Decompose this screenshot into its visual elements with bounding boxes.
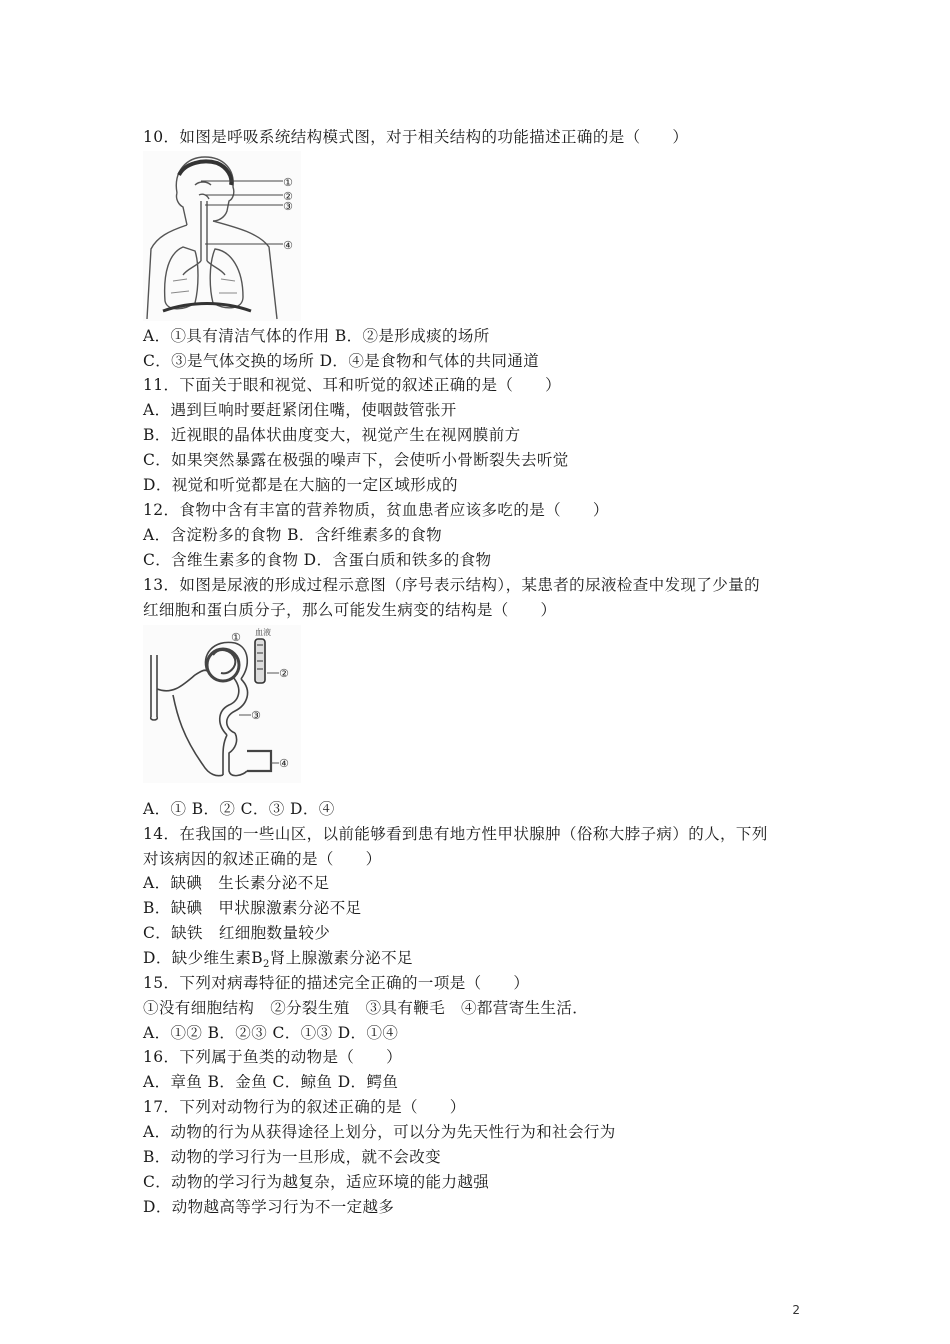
q11-option-b: B．近视眼的晶体状曲度变大，视觉产生在视网膜前方 [143, 426, 521, 444]
page-number: 2 [792, 1303, 800, 1317]
q17-stem: 17．下列对动物行为的叙述正确的是（ ） [143, 1098, 466, 1116]
q15-stem: 15．下列对病毒特征的描述完全正确的一项是（ ） [143, 974, 530, 992]
q13-options: A．① B．② C．③ D．④ [143, 800, 335, 818]
q14-option-d-prefix: D．缺少维生素B [143, 949, 264, 967]
q14-option-d-subscript: 2 [263, 959, 270, 971]
q10-label-3: ③ [283, 200, 293, 213]
q15-options: A．①② B．②③ C．①③ D．①④ [143, 1024, 399, 1042]
q14-option-c: C．缺铁 红细胞数量较少 [143, 924, 331, 942]
q10-options-cd: C．③是气体交换的场所 D．④是食物和气体的共同通道 [143, 352, 540, 370]
q13-stem-line-1: 13．如图是尿液的形成过程示意图（序号表示结构），某患者的尿液检查中发现了少量的 [143, 576, 760, 594]
q14-option-d-suffix: 肾上腺激素分泌不足 [269, 949, 413, 967]
q11-option-d: D．视觉和听觉都是在大脑的一定区域形成的 [143, 476, 458, 494]
q11-option-a: A．遇到巨响时要赶紧闭住嘴，使咽鼓管张开 [143, 401, 457, 419]
q13-stem-line-2: 红细胞和蛋白质分子，那么可能发生病变的结构是（ ） [143, 601, 557, 619]
q12-options-cd: C．含维生素多的食物 D．含蛋白质和铁多的食物 [143, 551, 492, 569]
q13-label-1: ① [231, 631, 241, 644]
q17-option-d: D．动物越高等学习行为不一定越多 [143, 1198, 395, 1216]
q14-stem-line-2: 对该病因的叙述正确的是（ ） [143, 850, 382, 868]
q16-options: A．章鱼 B．金鱼 C．鲸鱼 D．鳄鱼 [143, 1073, 399, 1091]
q14-stem-line-1: 14．在我国的一些山区，以前能够看到患有地方性甲状腺肿（俗称大脖子病）的人，下列 [143, 825, 768, 843]
q15-items: ①没有细胞结构 ②分裂生殖 ③具有鞭毛 ④都营寄生生活． [143, 999, 589, 1017]
q17-option-b: B．动物的学习行为一旦形成，就不会改变 [143, 1148, 441, 1166]
q13-label-3: ③ [251, 709, 261, 722]
q10-options-ab: A．①具有清洁气体的作用 B．②是形成痰的场所 [143, 327, 490, 345]
q12-stem: 12．食物中含有丰富的营养物质，贫血患者应该多吃的是（ ） [143, 501, 609, 519]
q17-option-a: A．动物的行为从获得途径上划分，可以分为先天性行为和社会行为 [143, 1123, 616, 1141]
q12-options-ab: A．含淀粉多的食物 B．含纤维素多的食物 [143, 526, 443, 544]
q14-option-b: B．缺碘 甲状腺激素分泌不足 [143, 899, 362, 917]
nephron-figure [143, 625, 301, 783]
q13-label-2: ② [279, 667, 289, 680]
q10-label-2: ② [283, 190, 293, 203]
q16-stem: 16．下列属于鱼类的动物是（ ） [143, 1048, 403, 1066]
q17-option-c: C．动物的学习行为越复杂，适应环境的能力越强 [143, 1173, 490, 1191]
q13-fig-caption: 血液 [255, 628, 271, 637]
q10-label-4: ④ [283, 239, 293, 252]
respiratory-system-figure [143, 151, 301, 321]
q14-option-a: A．缺碘 生长素分泌不足 [143, 874, 330, 892]
q11-stem: 11．下面关于眼和视觉、耳和听觉的叙述正确的是（ ） [143, 376, 562, 394]
q11-option-c: C．如果突然暴露在极强的噪声下，会使听小骨断裂失去听觉 [143, 451, 569, 469]
q10-stem: 10．如图是呼吸系统结构模式图，对于相关结构的功能描述正确的是（ ） [143, 128, 689, 146]
q13-label-4: ④ [279, 757, 289, 770]
q10-label-1: ① [283, 176, 293, 189]
